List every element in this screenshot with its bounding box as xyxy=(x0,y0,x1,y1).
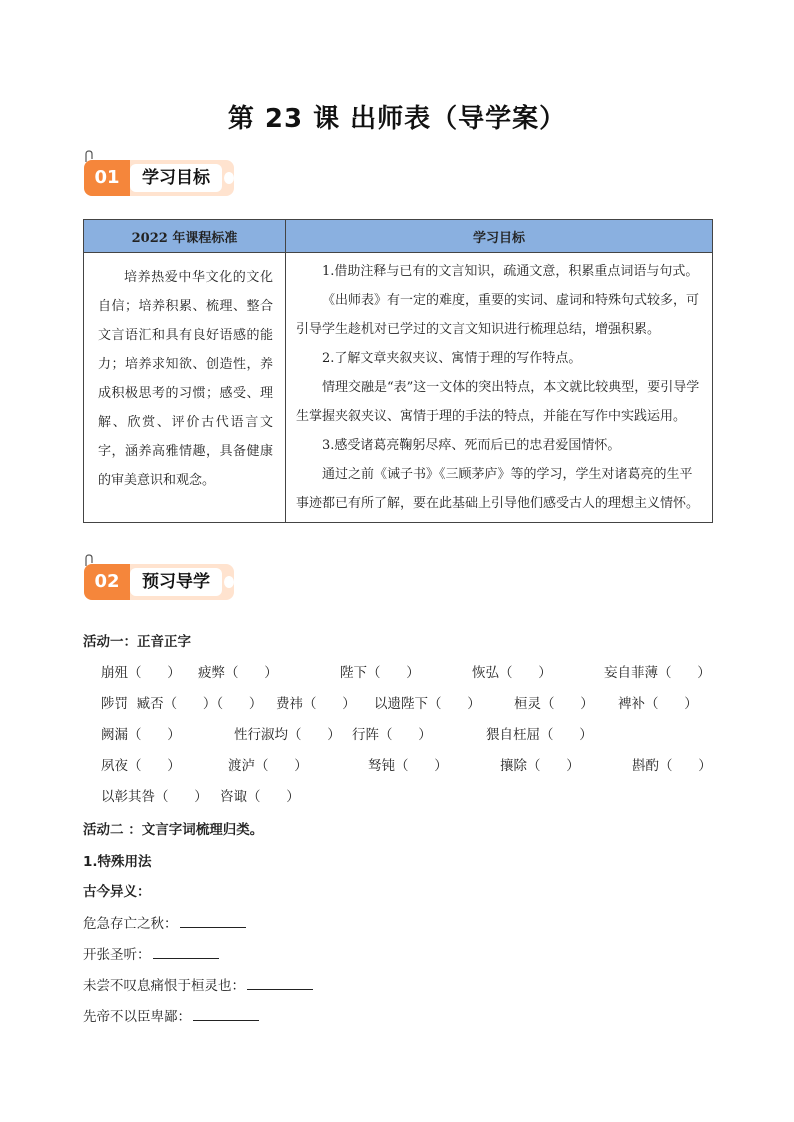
fill-item: 先帝不以臣卑鄙： xyxy=(83,1005,259,1025)
fill-item: 未尝不叹息痛恨于桓灵也： xyxy=(83,974,313,994)
section-number: 01 xyxy=(84,160,130,196)
pinyin-item: 咨诹（ ） xyxy=(220,789,300,805)
goal-line: 3.感受诸葛亮鞠躬尽瘁、死而后已的忠君爱国情怀。 xyxy=(322,438,621,453)
answer-blank[interactable] xyxy=(247,975,313,990)
pinyin-item: 妄自菲薄（ ） xyxy=(604,665,711,681)
pinyin-item: 崩殂（ ） xyxy=(101,665,181,681)
fill-item: 危急存亡之秋： xyxy=(83,912,246,932)
goal-line: 1.借助注释与已有的文言知识，疏通文意，积累重点词语与句式。 xyxy=(322,264,699,279)
goal-line: 《出师表》有一定的难度，重要的实词、虚词和特殊句式较多，可引导学生趁机对已学过的文言文知识进行梳理总结，增强积累。 xyxy=(296,293,700,337)
pinyin-item: 费祎（ ） xyxy=(276,696,356,712)
standard-text: 培养热爱中华文化的文化自信；培养积累、梳理、整合文言语汇和具有良好语感的能力；培养求知欲、创造性，养成积极思考的习惯；感受、理解、欣赏、评价古代语言文字，涵养高雅情趣，具备健康的审美意识和观念。 xyxy=(98,270,273,488)
pinyin-item: 桓灵（ ） xyxy=(514,696,594,712)
section-header-goals xyxy=(80,150,240,200)
section-number: 02 xyxy=(84,564,130,600)
subheading: 1.特殊用法 xyxy=(83,854,152,870)
activity-title: 活动一：正音正字 xyxy=(83,634,191,650)
pinyin-item: 夙夜（ ） xyxy=(101,758,181,774)
goals-table xyxy=(83,219,713,523)
pinyin-item: 疲弊（ ） xyxy=(198,665,278,681)
table-header-goals: 学习目标 xyxy=(286,220,713,253)
pinyin-item: 渡泸（ ） xyxy=(228,758,308,774)
pinyin-item: 以遗陛下（ ） xyxy=(374,696,481,712)
goal-line: 通过之前《诫子书》《三顾茅庐》等的学习，学生对诸葛亮的生平事迹都已有所了解，要在此基础上引导他们感受古人的理想主义情怀。 xyxy=(296,467,700,511)
section-label: 预习导学 xyxy=(130,568,222,596)
answer-blank[interactable] xyxy=(153,944,219,959)
subheading: 古今异义： xyxy=(83,884,151,900)
activity-title: 活动二 ：文言字词梳理归类。 xyxy=(83,822,264,838)
goals-cell xyxy=(286,253,713,523)
pinyin-item: 裨补（ ） xyxy=(618,696,698,712)
pinyin-item: 猥自枉屈（ ） xyxy=(486,727,593,743)
section-header-preview xyxy=(80,554,240,604)
answer-blank[interactable] xyxy=(193,1006,259,1021)
pinyin-item: 阙漏（ ） xyxy=(101,727,181,743)
pinyin-item: 恢弘（ ） xyxy=(472,665,552,681)
pinyin-item: 驽钝（ ） xyxy=(368,758,448,774)
goal-line: 2.了解文章夹叙夹议、寓情于理的写作特点。 xyxy=(322,351,582,366)
pinyin-item: 以彰其咎（ ） xyxy=(101,789,208,805)
pinyin-item: 斟酌（ ） xyxy=(632,758,712,774)
pinyin-item: 攘除（ ） xyxy=(500,758,580,774)
table-header-standard: 2022 年课程标准 xyxy=(84,220,286,253)
pinyin-item: 陛下（ ） xyxy=(340,665,420,681)
page-title: 第 23 课 出师表（导学案） xyxy=(227,104,567,134)
goal-line: 情理交融是“表”这一文体的突出特点，本文就比较典型，要引导学生掌握夹叙夹议、寓情于理的手法的特点，并能在写作中实践运用。 xyxy=(296,380,700,424)
section-label: 学习目标 xyxy=(130,164,222,192)
pinyin-item: 行阵（ ） xyxy=(352,727,432,743)
fill-item: 开张圣听： xyxy=(83,943,219,963)
pinyin-item: 性行淑均（ ） xyxy=(234,727,341,743)
pinyin-item: 陟罚 臧否（ ）（ ） xyxy=(101,696,263,712)
answer-blank[interactable] xyxy=(180,913,246,928)
standard-cell xyxy=(84,253,286,523)
